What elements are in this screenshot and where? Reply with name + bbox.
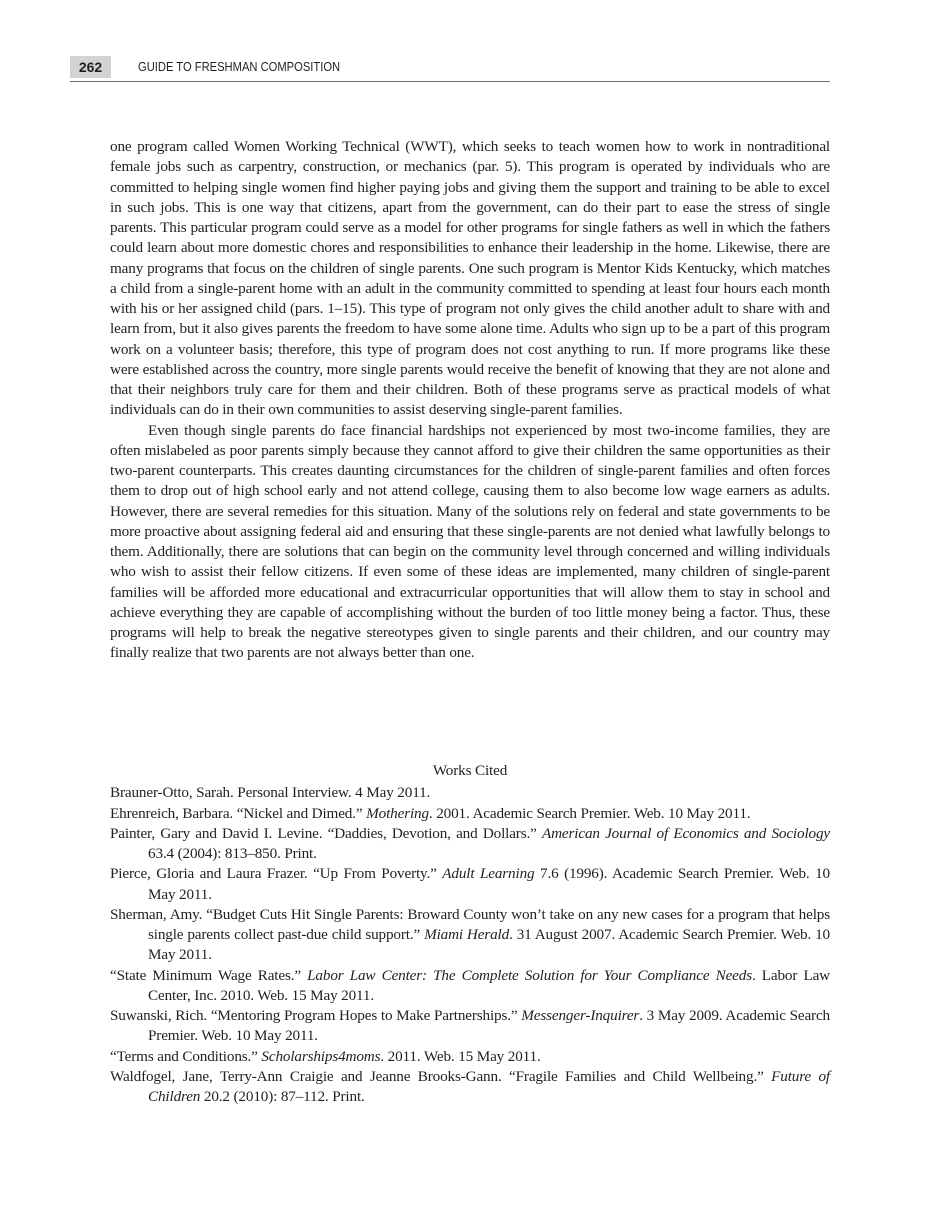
running-header bbox=[70, 55, 830, 82]
citation-entry bbox=[110, 804, 830, 824]
paragraph-continued: one program called Women Working Technical (WWT), which seeks to teach women how to work in nontraditional female jobs such as carpentry, construction, or mechanics (par. 5). This program is operated by individuals who are committed to helping single women find higher paying jobs and giving them the support and training to be able to excel in such jobs. This is one way that citizens, apart from the government, can do their part to ease the stress of single parents. This particular program could serve as a model for other programs for single fathers as well in which the fathers could learn about more domestic chores and responsibilities to enhance their leadership in the home. Likewise, there are many programs that focus on the children of single parents. One such program is Mentor Kids Kentucky, which matches a child from a single-parent home with an adult in the community committed to spending at least four hours each month with his or her assigned child (pars. 1–15). This type of program not only gives the child another adult to share with and learn from, but it also gives parents the freedom to have some alone time. Adults who sign up to be a part of this program work on a volunteer basis; therefore, this type of program does not cost anything to run. If more programs like these were established across the country, more single parents would receive the benefit of knowing that they are not alone and that their neighbors truly care for them and their children. Both of these programs serve as practical models of what individuals can do in their own communities to assist deserving single-parent families. bbox=[110, 138, 830, 419]
citation-title: American Journal of Economics and Sociology bbox=[541, 824, 830, 842]
works-cited bbox=[110, 761, 830, 1107]
citation-title: Miami Herald bbox=[424, 926, 510, 943]
citation-title: Scholarships4moms bbox=[261, 1047, 381, 1065]
citation-entry bbox=[110, 905, 830, 966]
citation-title: Messenger-Inquirer bbox=[521, 1007, 640, 1024]
page-number: 262 bbox=[70, 56, 111, 78]
citation-entry bbox=[110, 824, 830, 865]
body-text bbox=[110, 137, 830, 664]
citation-entry bbox=[110, 1006, 830, 1047]
works-cited-heading: Works Cited bbox=[432, 762, 508, 779]
citation-text: . 3 May 2009. Academic Search Premier. Web. 10 May 2011. bbox=[148, 1007, 830, 1045]
citation-entry bbox=[110, 966, 830, 1007]
citation-text: . 31 August 2007. Academic Search Premier. Web. 10 May 2011. bbox=[148, 926, 830, 964]
citation-text: . 2001. Academic Search Premier. Web. 10 May 2011. bbox=[428, 804, 751, 822]
citation-text: Waldfogel, Jane, Terry-Ann Craigie and Jeanne Brooks-Gann. “Fragile Families and Child Wellbeing.” bbox=[110, 1067, 772, 1085]
book-title: GUIDE TO FRESHMAN COMPOSITION bbox=[138, 59, 341, 74]
citation-text: “Terms and Conditions.” bbox=[110, 1047, 262, 1065]
citation-title: Labor Law Center: The Complete Solution for Your Compliance Needs bbox=[307, 966, 752, 984]
citation-entry bbox=[110, 1047, 830, 1067]
citation-entry bbox=[110, 783, 830, 803]
citation-text: Suwanski, Rich. “Mentoring Program Hopes to Make Partnerships.” bbox=[110, 1007, 522, 1024]
citation-title: Mothering bbox=[366, 804, 429, 822]
citation-text: . 2011. Web. 15 May 2011. bbox=[380, 1047, 541, 1065]
citation-entry bbox=[110, 864, 830, 905]
paragraph-conclusion: Even though single parents do face financial hardships not experienced by most two-income families, they are often mislabeled as poor parents simply because they cannot afford to give their children the same opportunities as their two-parent counterparts. This creates daunting circumstances for the children of single-parent families and often forces them to drop out of high school early and not attend college, causing them to also become low wage earners as adults. However, there are several remedies for this situation. Many of the solutions rely on federal and state governments to be more proactive about assigning federal aid and ensuring that these single-parents are not denied what lawfully belongs to them. Additionally, there are solutions that can begin on the community level through concerned and willing individuals who wish to assist their fellow citizens. If even some of these ideas are implemented, many children of single-parent families will be afforded more educational and extracurricular opportunities that will allow them to stay in school and achieve everything they are capable of accomplishing without the burden of too little money being a factor. Thus, these programs will help to break the negative stereotypes given to single parents and their children, and our country may finally realize that two parents are not always better than one. bbox=[110, 421, 830, 662]
citation-text: 63.4 (2004): 813–850. Print. bbox=[148, 845, 317, 862]
citation-text: Brauner-Otto, Sarah. Personal Interview. 4 May 2011. bbox=[110, 784, 431, 802]
citation-title: Future of Children bbox=[148, 1067, 830, 1105]
citation-text: Painter, Gary and David I. Levine. “Daddies, Devotion, and Dollars.” bbox=[110, 824, 542, 842]
citation-text: Pierce, Gloria and Laura Frazer. “Up From Poverty.” bbox=[110, 865, 443, 883]
citation-text: . Labor Law Center, Inc. 2010. Web. 15 May 2011. bbox=[148, 966, 830, 1004]
citation-text: 7.6 (1996). Academic Search Premier. Web. 10 May 2011. bbox=[148, 865, 830, 903]
citation-text: 20.2 (2010): 87–112. Print. bbox=[200, 1088, 365, 1105]
citation-entry bbox=[110, 1067, 830, 1108]
citation-text: Sherman, Amy. “Budget Cuts Hit Single Parents: Broward County won’t take on any new cases for a program that helps single parents collect past-due child support.” bbox=[110, 905, 830, 943]
citation-text: “State Minimum Wage Rates.” bbox=[110, 966, 308, 984]
citation-text: Ehrenreich, Barbara. “Nickel and Dimed.” bbox=[110, 804, 367, 822]
citation-title: Adult Learning bbox=[442, 865, 535, 883]
